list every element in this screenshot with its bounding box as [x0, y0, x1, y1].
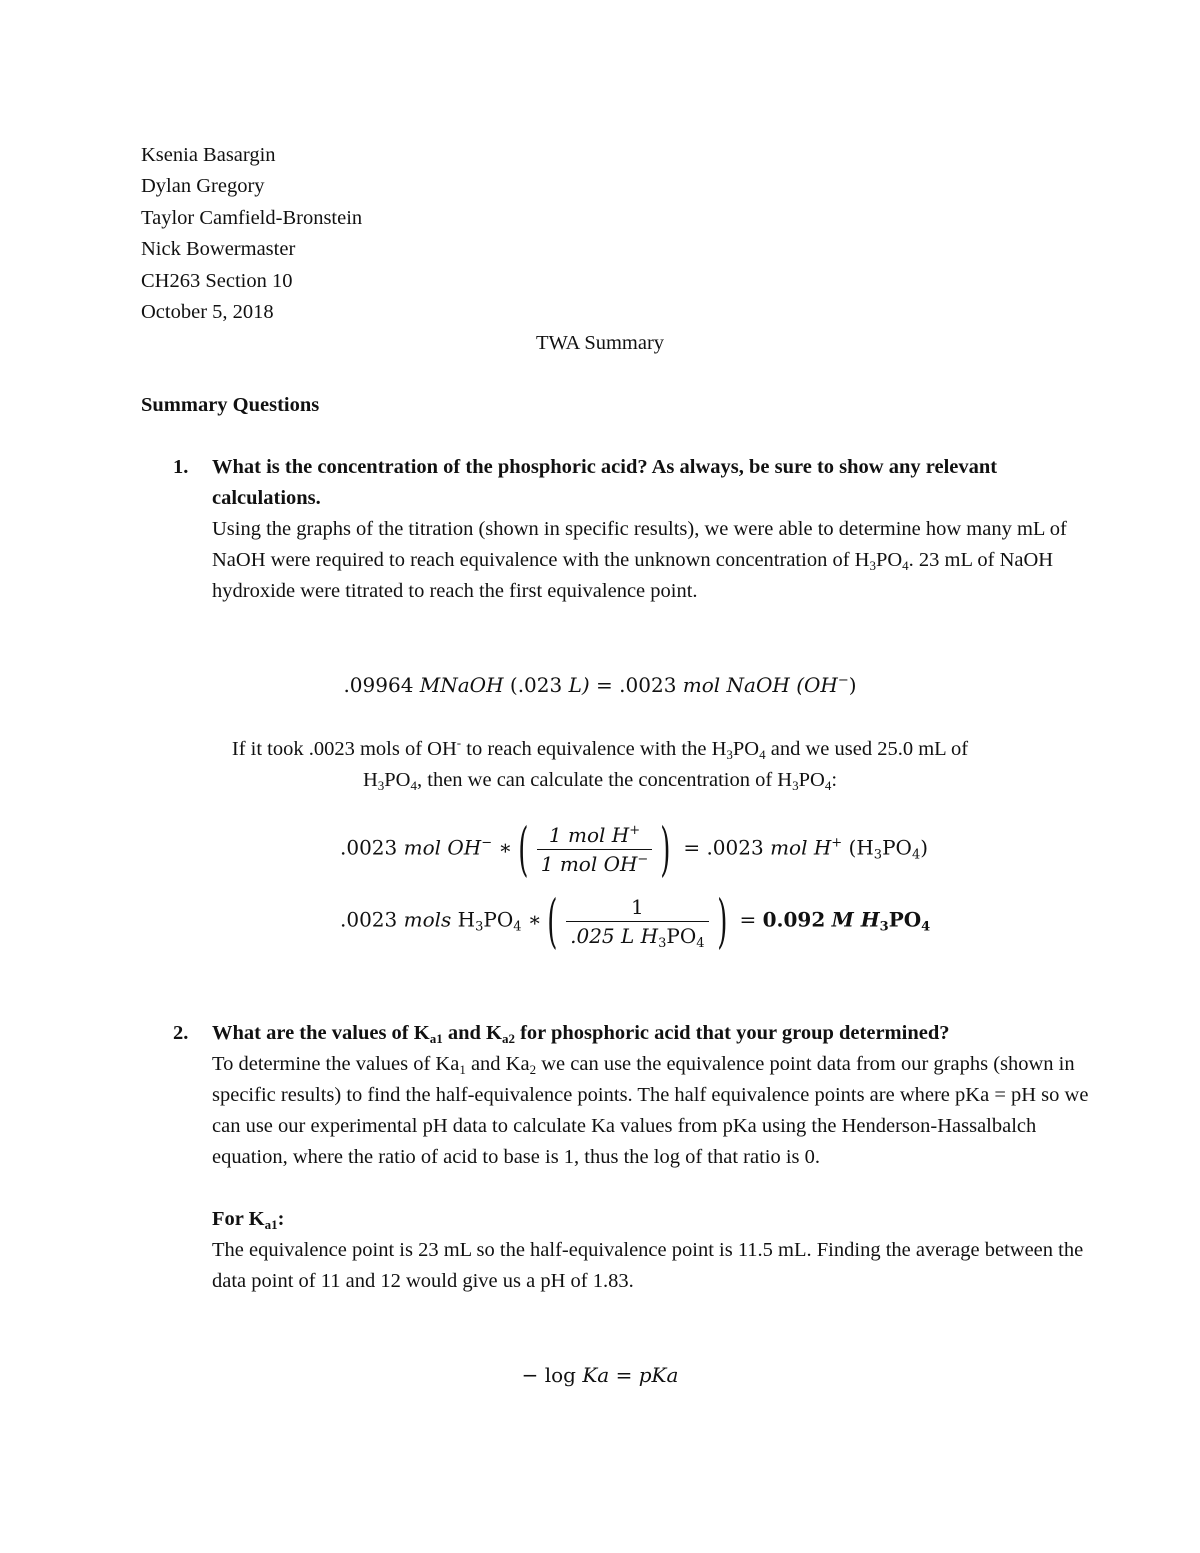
author-3: Taylor Camfield-Bronstein: [141, 206, 363, 229]
equivalence-line-1: If it took .0023 mols of OH- to reach equivalence with the $H_3PO_4$ and we used 25.0 mL of: [231, 735, 969, 762]
equivalence-line-2: $H_3PO_4$, then we can calculate the concentration of $H_3PO_4$:: [362, 769, 838, 793]
date-line: October 5, 2018: [141, 300, 274, 323]
author-4: Nick Bowermaster: [141, 238, 296, 261]
fraction-1: $\frac{1 mol H^+}{1 mol OH^-}$: [537, 821, 653, 878]
equation-1: .09964 MNaOH (.023 L) = .0023 mol NaOH (OH−): [343, 673, 857, 697]
question-2-number: 2.: [173, 1022, 189, 1044]
equation-3: .0023 mols $H_3PO_4$ ∗ ( $\frac{1}{.025 L H_3PO_4}$ ) = 0.092 M $H_3PO_4$: [340, 887, 931, 955]
ka1-paragraph: The equivalence point is 23 mL so the half-equivalence point is 11.5 mL. Finding the average between the data point of 11 and 12 would give us a pH of 1.83.: [212, 1239, 1084, 1292]
equation-2: .0023 mol OH− ∗ ( $\frac{1 mol H^+}{1 mol OH^-}$ ) = .0023 mol H+ $(H_3PO_4)$: [340, 815, 929, 883]
question-2-answer: To determine the values of $Ka_1$ and $Ka_2$ we can use the equivalence point data from our graphs (shown in specific results) to find the half-equivalence points. The half equivalence points are where pKa = pH so we can use our experimental pH data to calculate Ka values from pKa using the Henderson-Hassalbalch equation, where the ratio of acid to base is 1, thus the log of that ratio is 0.: [212, 1053, 1089, 1168]
question-1-text: What is the concentration of the phosphoric acid? As always, be sure to show any relevant calculations.: [212, 456, 998, 509]
question-1-answer: Using the graphs of the titration (shown in specific results), we were able to determine how many mL of NaOH were required to reach equivalence with the unknown concentration of $H_3PO_4$. 23 mL of NaOH hydroxide were titrated to reach the first equivalence point.: [212, 518, 1067, 602]
equation-4: − log Ka = pKa: [521, 1363, 679, 1387]
document-title: TWA Summary: [535, 332, 665, 354]
final-concentration: 0.092: [762, 907, 826, 932]
author-1: Ksenia Basargin: [141, 144, 276, 166]
fraction-2: $\frac{1}{.025 L H_3PO_4}$: [566, 893, 708, 950]
question-2-text: What are the values of $K_{a1}$ and $K_{a2}$ for phosphoric acid that your group determined?: [212, 1022, 950, 1046]
question-1-block: [212, 452, 1092, 607]
question-1-number: 1.: [173, 456, 189, 478]
section-heading: Summary Questions: [141, 394, 320, 416]
question-2-block: [212, 1018, 1092, 1297]
course-line: CH263 Section 10: [141, 269, 293, 292]
author-2: Dylan Gregory: [141, 175, 265, 198]
header-block: [141, 140, 362, 328]
ka1-heading: For $K_{a1}$:: [212, 1208, 285, 1232]
